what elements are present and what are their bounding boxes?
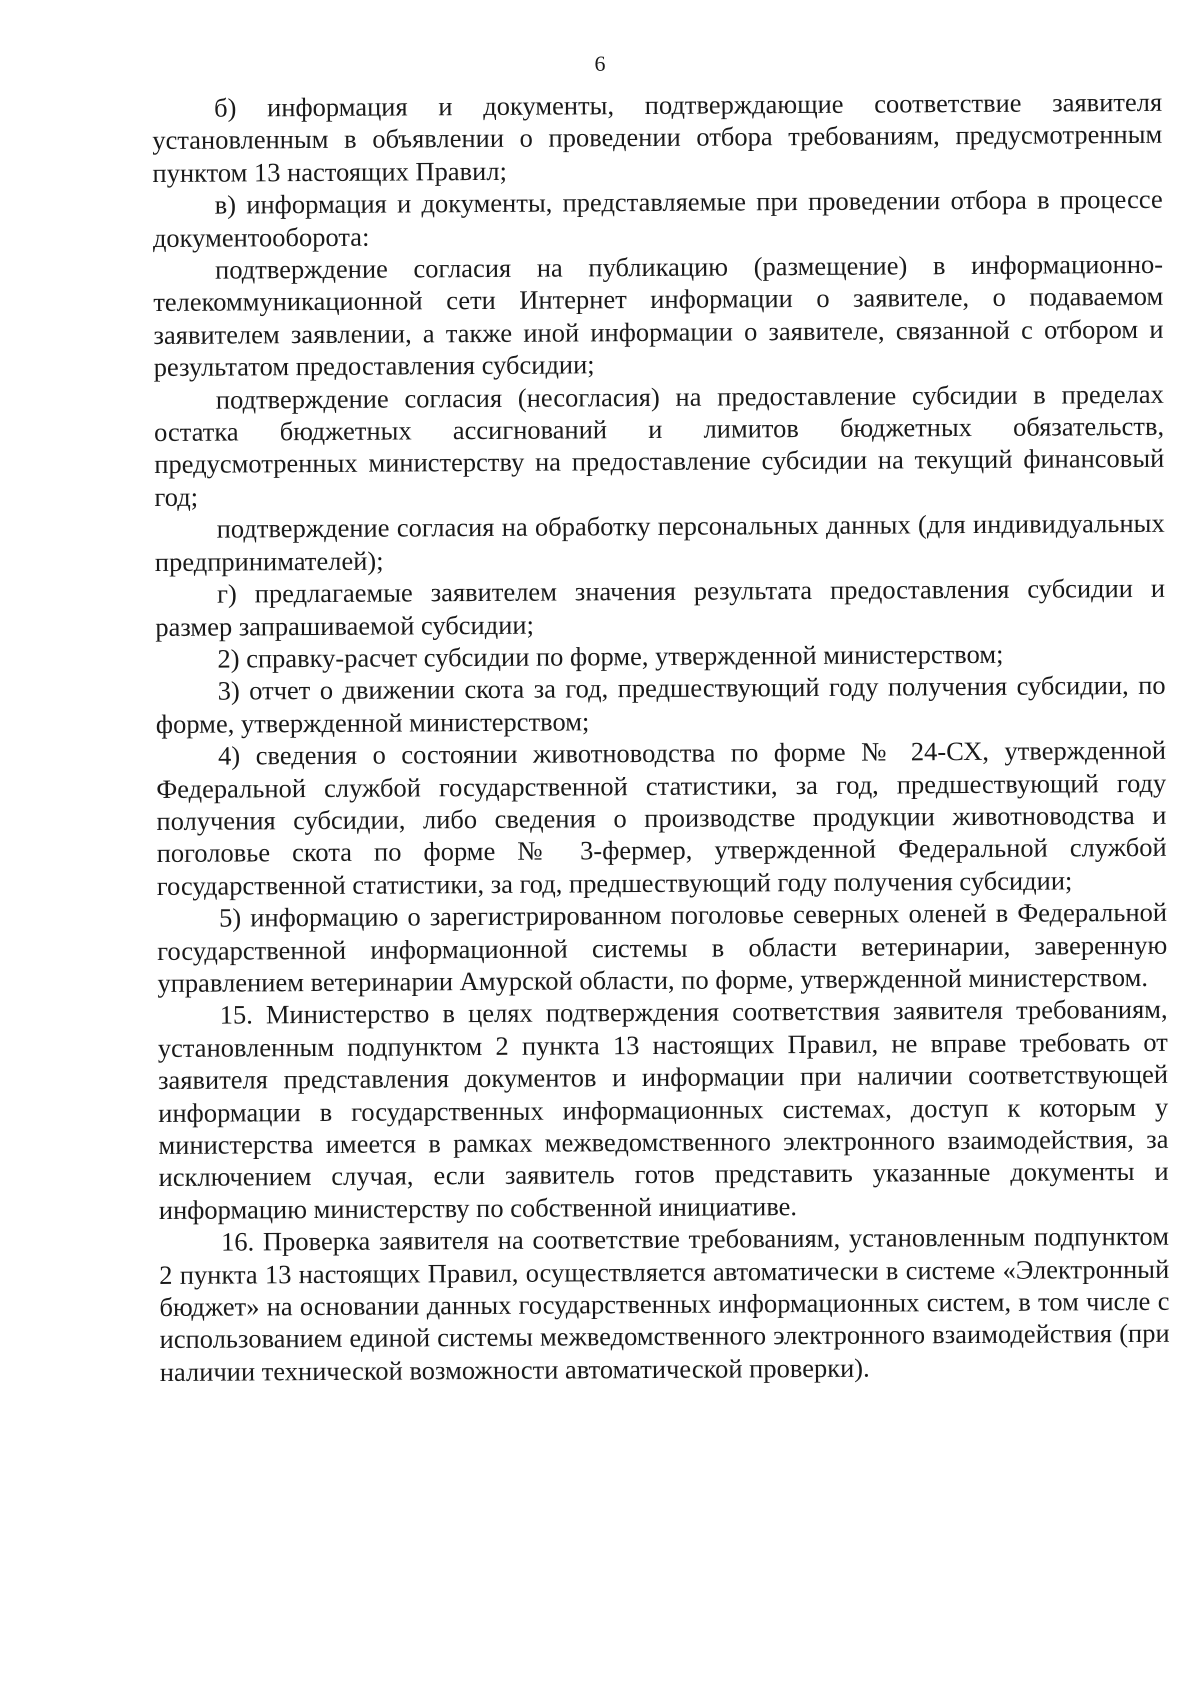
paragraph-consent-personal-data: подтверждение согласия на обработку персональных данных (для индивидуальных предпринимателей); (154, 508, 1165, 577)
paragraph-15-ministry-requirements: 15. Министерство в целях подтверждения соответствия заявителя требованиям, установленным подпунктом 2 пункта 13 настоящих Правил, не вправе требовать от заявителя представления документов и информации при наличии соответствующей информации в государственных информационных системах, доступ к которым у министерства имеется в рамках межведомственного электронного взаимодействия, за исключением случая, если заявитель готов представить указанные документы и информацию министерству по собственной инициативе. (157, 994, 1169, 1225)
paragraph-v-workflow-documents: в) информация и документы, представляемые при проведении отбора в процессе документооборота: (152, 184, 1163, 253)
paragraph-4-livestock-statistics: 4) сведения о состоянии животноводства по форме № 24-СХ, утвержденной Федеральной службой государственной статистики, за год, предшествующий году получения субсидии, либо сведения о производстве продукции животноводства и поголовье скота по форме № 3-фермер, утвержденной Федеральной службой государственной статистики, за год, предшествующий году получения субсидии; (156, 734, 1167, 901)
paragraph-2-subsidy-calculation: 2) справку-расчет субсидии по форме, утвержденной министерством; (217, 638, 1004, 674)
paragraph-b-compliance-documents: б) информация и документы, подтверждающие соответствие заявителя установленным в объявлении о проведении отбора требованиям, предусмотренным пунктом 13 настоящих Правил; (152, 86, 1163, 188)
page-number: 6 (594, 51, 606, 76)
paragraph-consent-publication: подтверждение согласия на публикацию (размещение) в информационно-телекоммуникационной сети Интернет информации о заявителе, о подаваемом заявителем заявлении, а также иной информации о заявителе, связанной с отбором и результатом предоставления субсидии; (153, 248, 1164, 383)
paragraph-5-reindeer-information: 5) информацию о зарегистрированном поголовье северных оленей в Федеральной государственной информационной системы в области ветеринарии, заверенную управлением ветеринарии Амурской области, по форме, утвержденной министерством. (157, 896, 1168, 998)
paragraph-g-result-values: г) предлагаемые заявителем значения результата предоставления субсидии и размер запрашиваемой субсидии; (155, 572, 1166, 642)
document-body (152, 86, 1170, 1388)
paragraph-16-automatic-verification: 16. Проверка заявителя на соответствие требованиям, установленным подпунктом 2 пункта 13 настоящих Правил, осуществляется автоматически в системе «Электронный бюджет» на основании данных государственных информационных систем, в том числе с использованием единой системы межведомственного электронного взаимодействия (при наличии технической возможности автоматической проверки). (159, 1221, 1170, 1387)
paragraph-3-livestock-report: 3) отчет о движении скота за год, предшествующий году получения субсидии, по форме, утвержденной министерством; (155, 670, 1166, 739)
paragraph-consent-budget-limits: подтверждение согласия (несогласия) на предоставление субсидии в пределах остатка бюджетных ассигнований и лимитов бюджетных обязательств, предусмотренных министерству на предоставление субсидии на текущий финансовый год; (153, 378, 1165, 512)
